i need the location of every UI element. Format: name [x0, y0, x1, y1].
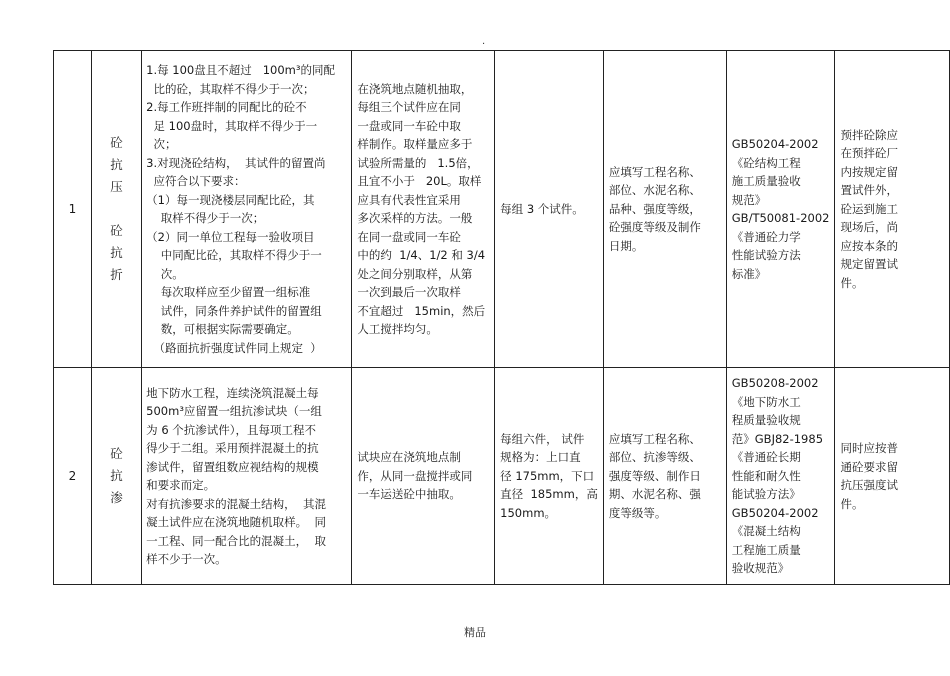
sample-quantity: 每组 3 个试件。 — [495, 51, 604, 368]
header-mark: . — [482, 36, 486, 47]
remark: 预拌砼除应 在预拌砼厂 内按规定留 置试件外， 砼运到施工 现场后，尚 应按本条的 规定留置试 件。 — [835, 51, 950, 368]
fill-requirement: 应填写工程名称、 部位、抗渗等级、 强度等级、制作日 期、水泥名称、强 度等级等。 — [603, 368, 726, 585]
reference-standard: GB50208-2002 《地下防水工 程质量验收规 范》GBJ82-1985 《普通砼长期 性能和耐久性 能试验方法》 GB50204-2002 《混凝土结构 工程施工质量 验收规范》 — [726, 368, 835, 585]
fill-requirement: 应填写工程名称、 部位、水泥名称、 品种、强度等级， 砼强度等级及制作 日期。 — [603, 51, 726, 368]
reference-standard: GB50204-2002 《砼结构工程 施工质量验收 规范》 GB/T50081-2002 《普通砼力学 性能试验方法 标准》 — [726, 51, 835, 368]
row-number: 2 — [54, 368, 92, 585]
sample-quantity: 每组六件， 试件 规格为：上口直 径 175mm，下口 直径 185mm，高 150mm。 — [495, 368, 604, 585]
sampling-requirement: 地下防水工程，连续浇筑混凝土每 500m³应留置一组抗渗试块（一组 为 6 个抗渗试件），且每项工程不 得少于二组。采用预拌混凝土的抗 渗试件，留置组数应视结构的规模 和要求而定。 对有抗渗要求的混凝土结构， 其混 凝土试件应在浇筑地随机取样。 同 一工程、同一配合比的混凝土， 取 样不少于一次。 — [142, 368, 352, 585]
table-row — [54, 51, 950, 368]
sampling-method: 试块应在浇筑地点制 作，从同一盘搅拌或同 一车运送砼中抽取。 — [352, 368, 495, 585]
table-row — [54, 368, 950, 585]
test-item-name: 砼 抗 压 砼 抗 折 — [91, 51, 141, 368]
test-item-name: 砼 抗 渗 — [91, 368, 141, 585]
sampling-table — [53, 50, 950, 585]
remark: 同时应按普 通砼要求留 抗压强度试 件。 — [835, 368, 950, 585]
footer-label: 精品 — [464, 626, 486, 639]
sampling-requirement: 1.每 100盘且不超过 100m³的同配 比的砼，其取样不得少于一次； 2.每工作班拌制的同配比的砼不 足 100盘时，其取样不得少于一 次； 3.对现浇砼结构， 其试件的留置尚 应符合以下要求： （1）每一现浇楼层同配比砼，其 取样不得少于一次； （2）同一单位工程每一验收项目 中同配比砼，其取样不得少于一 次。 每次取样应至少留置一组标准 试件，同条件养护试件的留置组 数，可根据实际需要确定。 （路面抗折强度试件同上规定 ） — [142, 51, 352, 368]
sampling-method: 在浇筑地点随机抽取， 每组三个试件应在同 一盘或同一车砼中取 样制作。取样量应多于 试验所需量的 1.5倍， 且宜不小于 20L。取样 应具有代表性宜采用 多次采样的方法。一般 在同一盘或同一车砼 中的约 1/4、1/2 和 3/4 处之间分别取样，从第 一次到最后一次取样 不宜超过 15min，然后 人工搅拌均匀。 — [352, 51, 495, 368]
row-number: 1 — [54, 51, 92, 368]
